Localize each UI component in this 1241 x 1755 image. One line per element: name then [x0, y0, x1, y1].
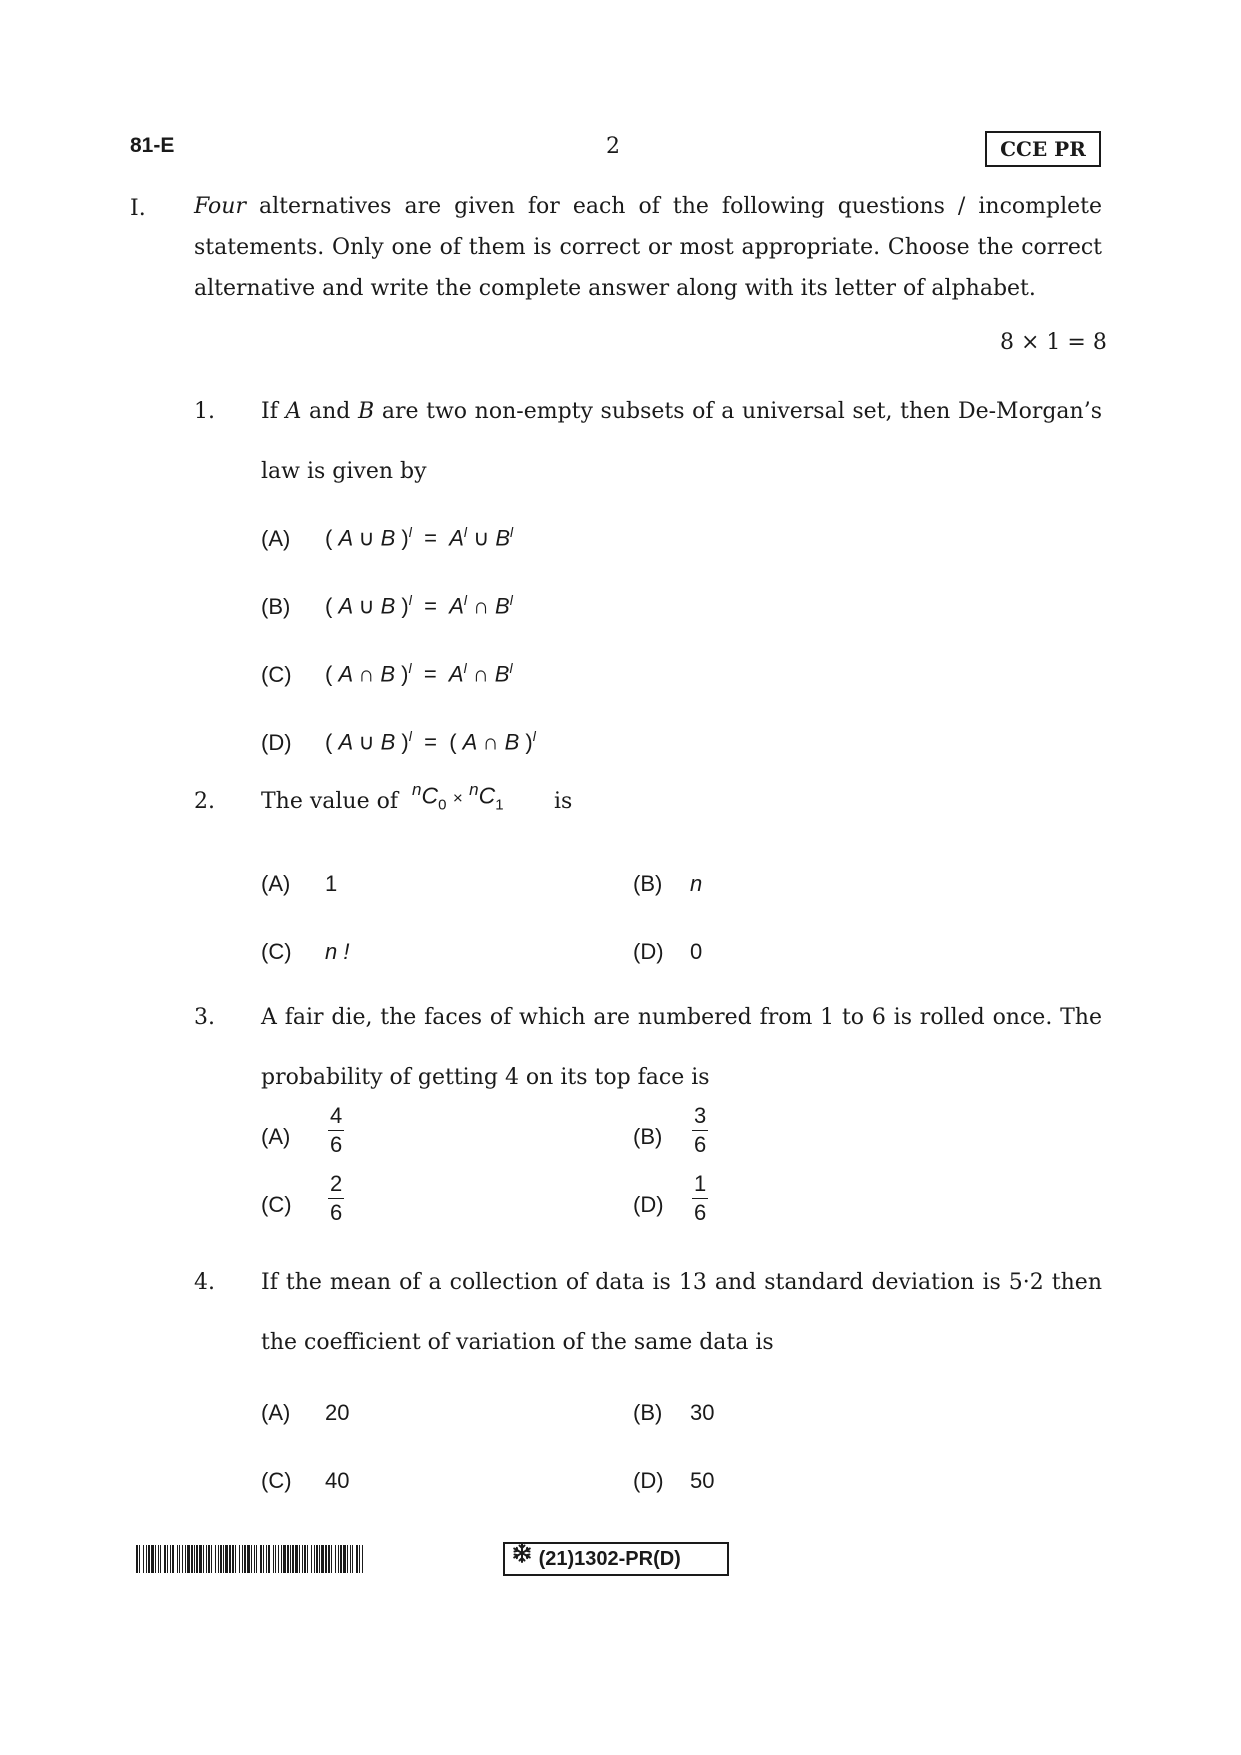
q3-option-c-fraction: $\frac{2}{6}$: [330, 1171, 343, 1225]
q4-number: 4.: [194, 1270, 215, 1295]
q4-option-a-label: (A): [261, 1400, 291, 1425]
q2-option-a-label: (A): [261, 871, 291, 896]
q3-option-d-fraction: $\frac{1}{6}$: [694, 1171, 707, 1225]
q3-line-1: A fair die, the faces of which are numbered from 1 to 6 is rolled once. The: [261, 1005, 1102, 1030]
q4-line-2: the coefficient of variation of the same data is: [261, 1330, 774, 1355]
q2-option-d-label: (D): [633, 939, 664, 964]
instruction-line-1-text: alternatives are given for each of the following questions / incomplete: [259, 194, 1102, 219]
q1-option-c-expr: ( A ∩ B )$^l = A^l$ ∩ $B^l$: [325, 660, 513, 687]
q2-option-c-label: (C): [261, 939, 292, 964]
q4-option-b-label: (B): [633, 1400, 663, 1425]
instruction-line-1: [194, 194, 1102, 219]
snowflake-icon: [511, 1542, 533, 1573]
marks: 8 × 1 = 8: [1000, 330, 1107, 355]
q1-option-a-label: (A): [261, 526, 291, 551]
barcode-icon: [136, 1545, 366, 1573]
q3-number: 3.: [194, 1005, 215, 1030]
q3-option-b-label: (B): [633, 1124, 663, 1149]
q1-line-1: If A and B are two non-empty subsets of a universal set, then De-Morgan’s: [261, 399, 1102, 424]
q3-option-a-fraction: $\frac{4}{6}$: [330, 1103, 343, 1157]
q3-option-d-label: (D): [633, 1192, 664, 1217]
q3-option-a-label: (A): [261, 1124, 291, 1149]
q3-option-c-label: (C): [261, 1192, 292, 1217]
q2-expression: $^nC_0 \times ^nC_1$: [412, 780, 504, 814]
q2-option-b-value: n: [690, 871, 703, 896]
q1-option-b-expr: ( A ∪ B )$^l = A^l$ ∩ $B^l$: [325, 592, 513, 619]
q4-option-c-value: 40: [325, 1468, 350, 1493]
q1-option-c-label: (C): [261, 662, 292, 687]
q2-option-a-value: 1: [325, 871, 338, 896]
q2-option-c-value: n !: [325, 939, 350, 964]
q1-line-2: law is given by: [261, 459, 427, 484]
paper-code: 81-E: [130, 134, 175, 157]
q1-option-d-label: (D): [261, 730, 292, 755]
q4-option-c-label: (C): [261, 1468, 292, 1493]
q4-line-1: If the mean of a collection of data is 13 and standard deviation is 5·2 then: [261, 1270, 1102, 1295]
q1-option-a-expr: ( A ∪ B )$^l = A^l$ ∪ $B^l$: [325, 524, 514, 551]
q3-option-b-fraction: $\frac{3}{6}$: [694, 1103, 707, 1157]
q2-text-post: is: [554, 789, 573, 814]
q2-option-b-label: (B): [633, 871, 663, 896]
q2-number: 2.: [194, 789, 215, 814]
q1-option-d-expr: ( A ∪ B )$^l$ = ( A ∩ B )$^l$: [325, 728, 536, 755]
q3-line-2: probability of getting 4 on its top face is: [261, 1065, 710, 1090]
booklet-code: (21)1302-PR(D): [538, 1548, 681, 1570]
cce-pr-badge: CCE PR: [985, 131, 1101, 167]
q4-option-d-value: 50: [690, 1468, 715, 1493]
q4-option-a-value: 20: [325, 1400, 350, 1425]
page-number: 2: [606, 134, 620, 159]
q4-option-d-label: (D): [633, 1468, 664, 1493]
section-numeral: I.: [130, 196, 146, 221]
instruction-line-2: statements. Only one of them is correct or most appropriate. Choose the correct: [194, 235, 1102, 260]
q1-option-b-label: (B): [261, 594, 291, 619]
q1-number: 1.: [194, 399, 215, 424]
booklet-code-box: [503, 1542, 729, 1576]
instruction-line-3: alternative and write the complete answer along with its letter of alphabet.: [194, 276, 1036, 301]
q2-text-pre: The value of: [261, 789, 399, 814]
q4-option-b-value: 30: [690, 1400, 715, 1425]
q2-option-d-value: 0: [690, 939, 703, 964]
instruction-italic: Four: [194, 194, 246, 219]
